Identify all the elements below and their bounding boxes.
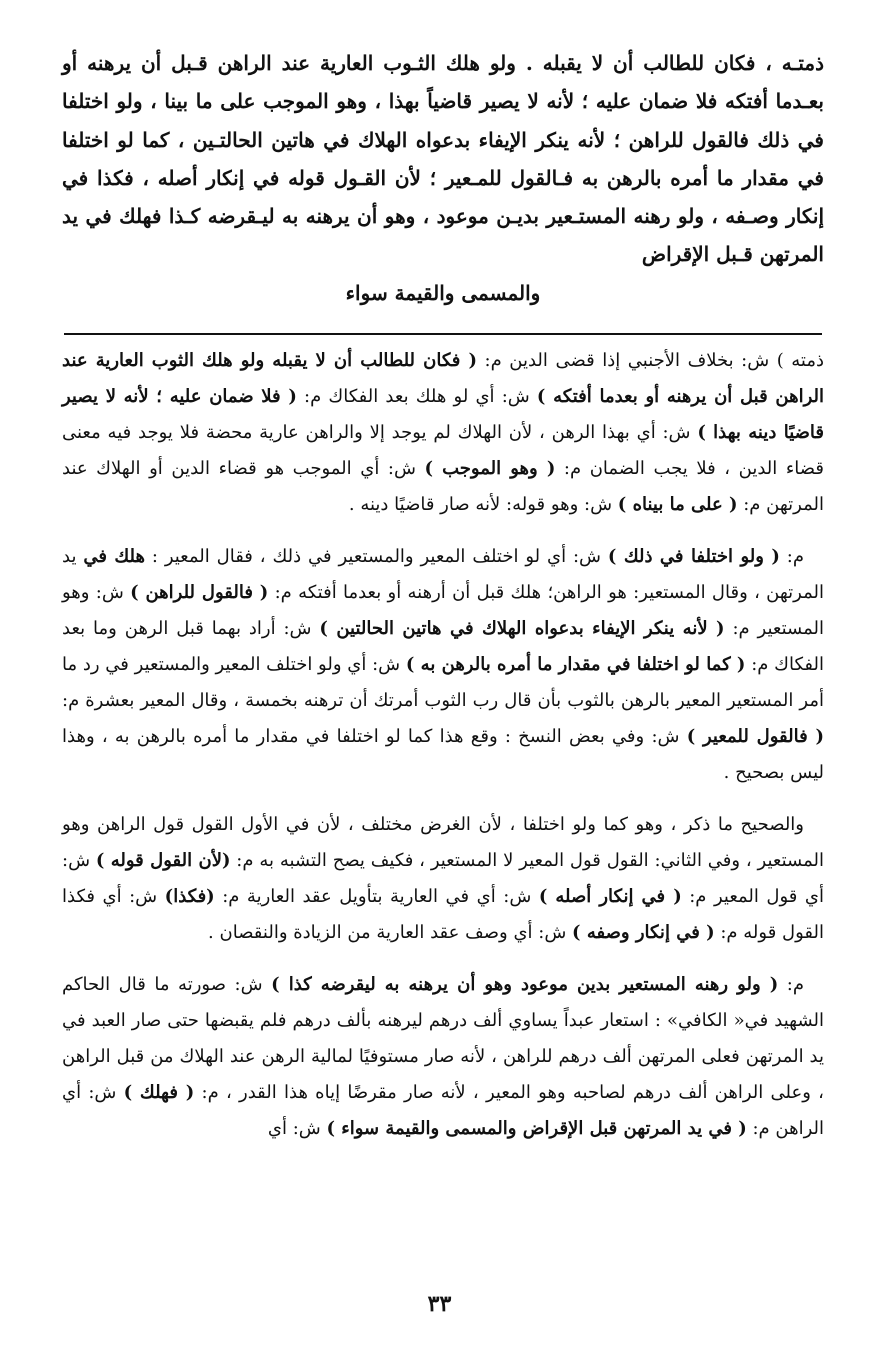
commentary-quote: ( فالقول للمعير ) xyxy=(686,726,824,747)
commentary-text: ش: أي وصف عقد العارية من الزيادة والنقصان . xyxy=(208,922,573,943)
main-text xyxy=(62,44,824,312)
commentary-quote: ( ولو اختلفا في ذلك ) xyxy=(607,546,780,567)
commentary-quote: ( في إنكار وصفه ) xyxy=(572,922,715,943)
commentary-quote: ( وهو الموجب ) xyxy=(424,458,556,479)
commentary-text: ش: أي لو اختلف المعير والمستعير في ذلك ، فقال المعير : xyxy=(145,546,608,567)
commentary-text: ش: أي في العارية بتأويل عقد العارية م: xyxy=(214,886,539,907)
commentary-text: م: xyxy=(779,546,804,567)
commentary-text: ش: أي لو هلك بعد الفكاك م: xyxy=(296,386,537,407)
page-number: ٣٣ xyxy=(427,1291,452,1317)
commentary-quote: ( فهلك ) xyxy=(123,1082,195,1103)
main-text-last-line: والمسمى والقيمة سواء xyxy=(345,280,541,305)
separator-rule xyxy=(64,333,822,335)
commentary-quote: ( ولو رهنه المستعير بدين موعود وهو أن يرهنه به ليقرضه كذا ) xyxy=(271,974,779,995)
commentary-paragraph xyxy=(62,967,824,1147)
commentary-text: ش: وهو قوله: لأنه صار قاضيًا دينه . xyxy=(348,494,618,515)
commentary-text: يد المرتهن ، وقال المستعير: هو الراهن؛ هلك قبل أن أرهنه أو بعدما أفتكه م: xyxy=(62,546,825,603)
commentary-text: ش: أي بهذا الرهن ، لأن الهلاك لم يوجد إلا والراهن عارية محضة فلا يوجد فيه معنى قضاء الدين ، فلا يجب الضمان م: xyxy=(62,422,825,479)
commentary-text: ش: أي xyxy=(267,1118,327,1139)
commentary-text: ش: أي الراهن م: xyxy=(62,1082,824,1139)
commentary-text: ش: وهو المستعير م: xyxy=(62,582,824,639)
commentary-text: ذمته ) ش: بخلاف الأجنبي إذا قضى الدين م: xyxy=(476,350,825,371)
commentary xyxy=(62,343,824,1163)
commentary-quote: هلك في xyxy=(83,546,145,567)
commentary-paragraph xyxy=(62,807,824,951)
commentary-quote: ( في إنكار أصله ) xyxy=(538,886,682,907)
commentary-text: ش: أي الموجب هو قضاء الدين أو الهلاك عند المرتهن م: xyxy=(62,458,824,515)
commentary-text: والصحيح ما ذكر ، وهو كما ولو اختلفا ، لأن الغرض مختلف ، لأن في الأول القول قول الراهن وهو المستعير ، وفي الثاني: القول قول المعير لا المستعير ، فكيف يصح التشبه به م: xyxy=(62,814,824,871)
commentary-quote: ( على ما بيناه ) xyxy=(617,494,738,515)
commentary-quote: (لأن القول قوله ) xyxy=(95,850,231,871)
commentary-paragraph xyxy=(62,343,824,523)
commentary-quote: (فكذا) xyxy=(164,886,215,907)
commentary-quote: ( في يد المرتهن قبل الإقراض والمسمى والقيمة سواء ) xyxy=(326,1118,747,1139)
commentary-quote: ( فالقول للراهن ) xyxy=(130,582,269,603)
commentary-text: ش: أي فكذا القول قوله م: xyxy=(62,886,824,943)
commentary-quote: ( فلا ضمان عليه ؛ لأنه لا يصير قاضيًا دينه بهذا ) xyxy=(62,386,825,443)
commentary-quote: ( لأنه ينكر الإيفاء بدعواه الهلاك في هاتين الحالتين ) xyxy=(319,618,725,639)
commentary-paragraph xyxy=(62,539,824,791)
commentary-quote: ( فكان للطالب أن لا يقبله ولو هلك الثوب العارية عند الراهن قبل أن يرهنه أو بعدما أفتكه ) xyxy=(62,350,824,407)
commentary-text: ش: أي ولو اختلف المعير والمستعير في رد ما أمر المستعير المعير بالرهن بالثوب بأن قال رب الثوب أمرتك أن ترهنه بخمسة ، وقال المعير بعشرة م: xyxy=(62,654,824,711)
commentary-text: م: xyxy=(778,974,804,995)
commentary-text: ش: أراد بهما قبل الرهن وما بعد الفكاك م: xyxy=(62,618,824,675)
commentary-text: ش: وفي بعض النسخ : وقع هذا كما لو اختلفا في مقدار ما أمره بالرهن به ، وهذا ليس بصحيح . xyxy=(62,726,824,783)
main-text-body: ذمتـه ، فكان للطالب أن لا يقبله . ولو هلك الثـوب العارية عند الراهن قـبل أن يرهنه أو بعـدما أفتكه فلا ضمان عليه ؛ لأنه لا يصير قاضياً بهذا ، وهو الموجب على ما بينا ، ولو اختلفا في ذلك فالقول للراهن ؛ لأنه ينكر الإيفاء بدعواه الهلاك في هاتين الحالتـين ، كما لو اختلفا في مقدار ما أمره بالرهن به فـالقول للمـعير ؛ لأن القـول قوله في إنكار أصله ، فكذا في إنكار وصـفه ، ولو رهنه المستـعير بديـن موعود ، وهو أن يرهنه به ليـقرضه كـذا فهلك في يد المرتهن قـبل الإقراض xyxy=(62,51,824,267)
commentary-text: ش: صورته ما قال الحاكم الشهيد في« الكافي» : استعار عبداً يساوي ألف درهم ليرهنه بألف درهم فلم يقبضها حتى صار العبد في يد المرتهن فعلى المرتهن ألف درهم للراهن ، لأنه صار مستوفيًا لمالية الرهن عند الهلاك من قبل الراهن ، وعلى الراهن ألف درهم لصاحبه وهو المعير ، لأنه صار مقرضًا إياه هذا القدر ، م: xyxy=(62,974,824,1103)
commentary-text: ش: أي قول المعير م: xyxy=(62,850,825,907)
commentary-quote: ( كما لو اختلفا في مقدار ما أمره بالرهن به ) xyxy=(405,654,746,675)
